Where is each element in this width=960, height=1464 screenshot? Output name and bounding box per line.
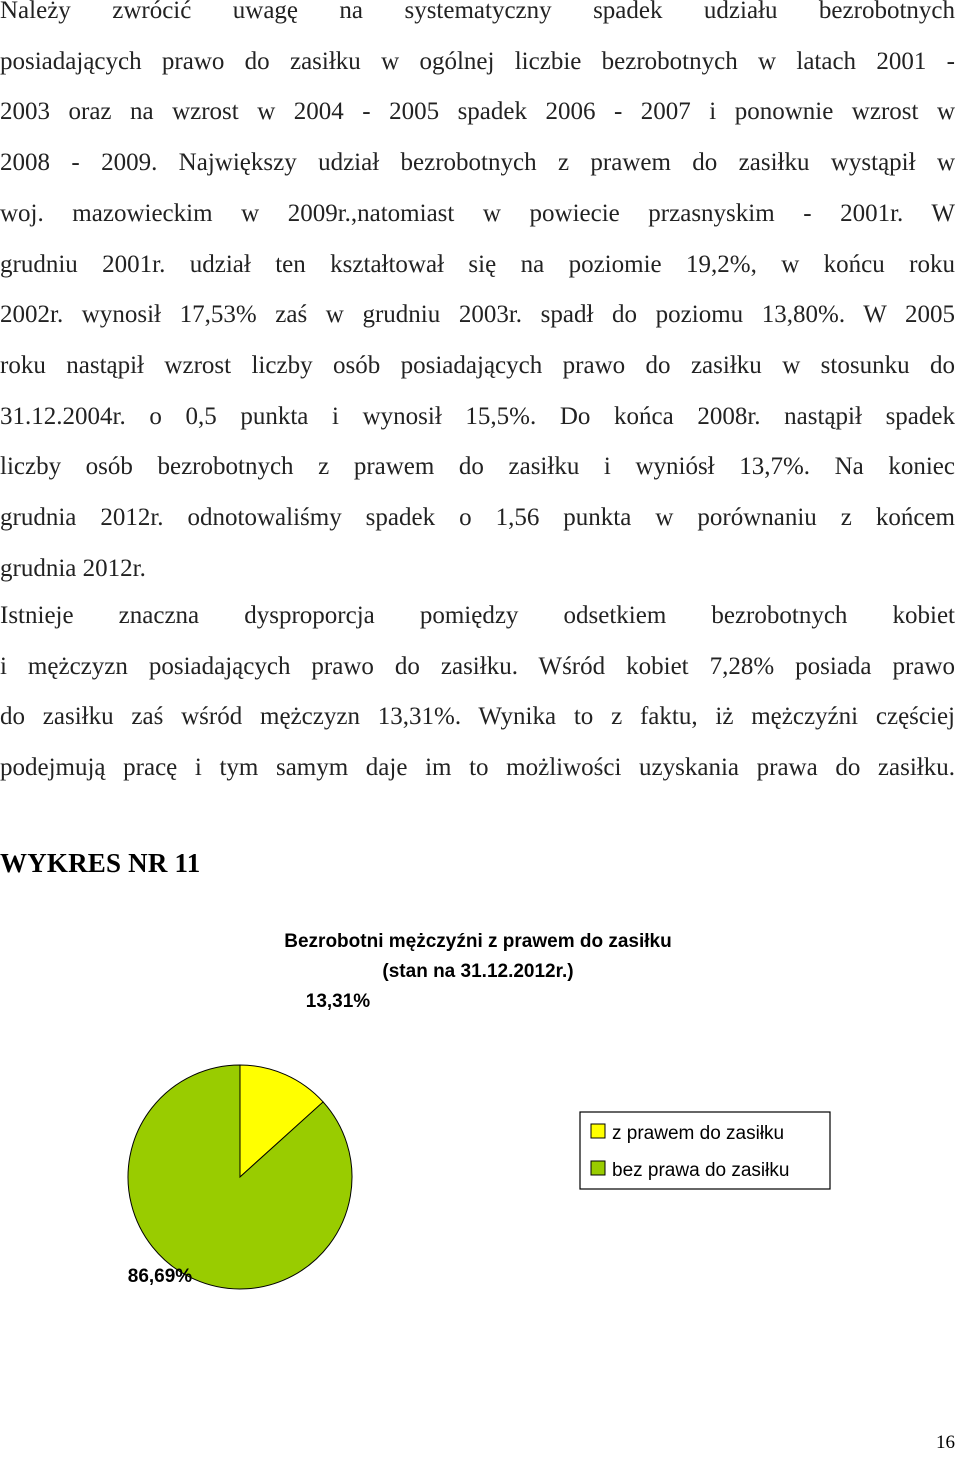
data-label-without-benefit: 86,69% bbox=[127, 1266, 193, 1287]
text-line: podejmują pracę i tym samym daje im to możliwości uzyskania prawa do zasiłku. bbox=[0, 754, 955, 782]
legend-label-with-benefit: z prawem do zasiłku bbox=[612, 1123, 785, 1144]
chart-subtitle: (stan na 31.12.2012r.) bbox=[382, 961, 574, 982]
text-line: grudnia 2012r. bbox=[0, 554, 146, 582]
data-label-with-benefit: 13,31% bbox=[305, 991, 371, 1012]
legend bbox=[580, 1112, 830, 1189]
legend-swatch-without-benefit bbox=[591, 1161, 605, 1175]
page-number: 16 bbox=[936, 1432, 955, 1453]
paragraph-gender-disproportion bbox=[0, 591, 955, 794]
legend-swatch-with-benefit bbox=[591, 1124, 605, 1138]
text-line: do zasiłku zaś wśród mężczyzn 13,31%. Wynika to z faktu, iż mężczyźni częściej bbox=[0, 703, 955, 731]
text-line: 31.12.2004r. o 0,5 punkta i wynosił 15,5%. Do końca 2008r. nastąpił spadek bbox=[0, 402, 955, 430]
text-line: posiadających prawo do zasiłku w ogólnej liczbie bezrobotnych w latach 2001 - bbox=[0, 47, 955, 75]
legend-label-without-benefit: bez prawa do zasiłku bbox=[612, 1160, 790, 1181]
text-line: 2003 oraz na wzrost w 2004 - 2005 spadek 2006 - 2007 i ponownie wzrost w bbox=[0, 98, 955, 126]
text-line: roku nastąpił wzrost liczby osób posiadających prawo do zasiłku w stosunku do bbox=[0, 351, 955, 379]
text-line: 2002r. wynosił 17,53% zaś w grudniu 2003r. spadł do poziomu 13,80%. W 2005 bbox=[0, 301, 955, 329]
text-line: liczby osób bezrobotnych z prawem do zasiłku i wyniósł 13,7%. Na koniec bbox=[0, 453, 955, 481]
text-line: Istnieje znaczna dysproporcja pomiędzy odsetkiem bezrobotnych kobiet bbox=[0, 602, 955, 629]
text-line: grudnia 2012r. odnotowaliśmy spadek o 1,56 punkta w porównaniu z końcem bbox=[0, 504, 955, 532]
pie-slices bbox=[128, 1065, 352, 1289]
text-line: 2008 - 2009. Największy udział bezrobotnych z prawem do zasiłku wystąpił w bbox=[0, 149, 955, 177]
text-line: Należy zwrócić uwagę na systematyczny spadek udziału bezrobotnych bbox=[0, 0, 955, 24]
text-line: i mężczyzn posiadających prawo do zasiłku. Wśród kobiet 7,28% posiada prawo bbox=[0, 652, 955, 680]
pie-chart bbox=[0, 900, 960, 1340]
paragraph-benefit-trend bbox=[0, 0, 955, 594]
chart-heading: WYKRES NR 11 bbox=[0, 848, 201, 878]
chart-title: Bezrobotni mężczyźni z prawem do zasiłku bbox=[284, 931, 672, 952]
text-line: woj. mazowieckim w 2009r.,natomiast w powiecie przasnyskim - 2001r. W bbox=[0, 199, 955, 227]
text-line: grudniu 2001r. udział ten kształtował się na poziomie 19,2%, w końcu roku bbox=[0, 250, 955, 278]
